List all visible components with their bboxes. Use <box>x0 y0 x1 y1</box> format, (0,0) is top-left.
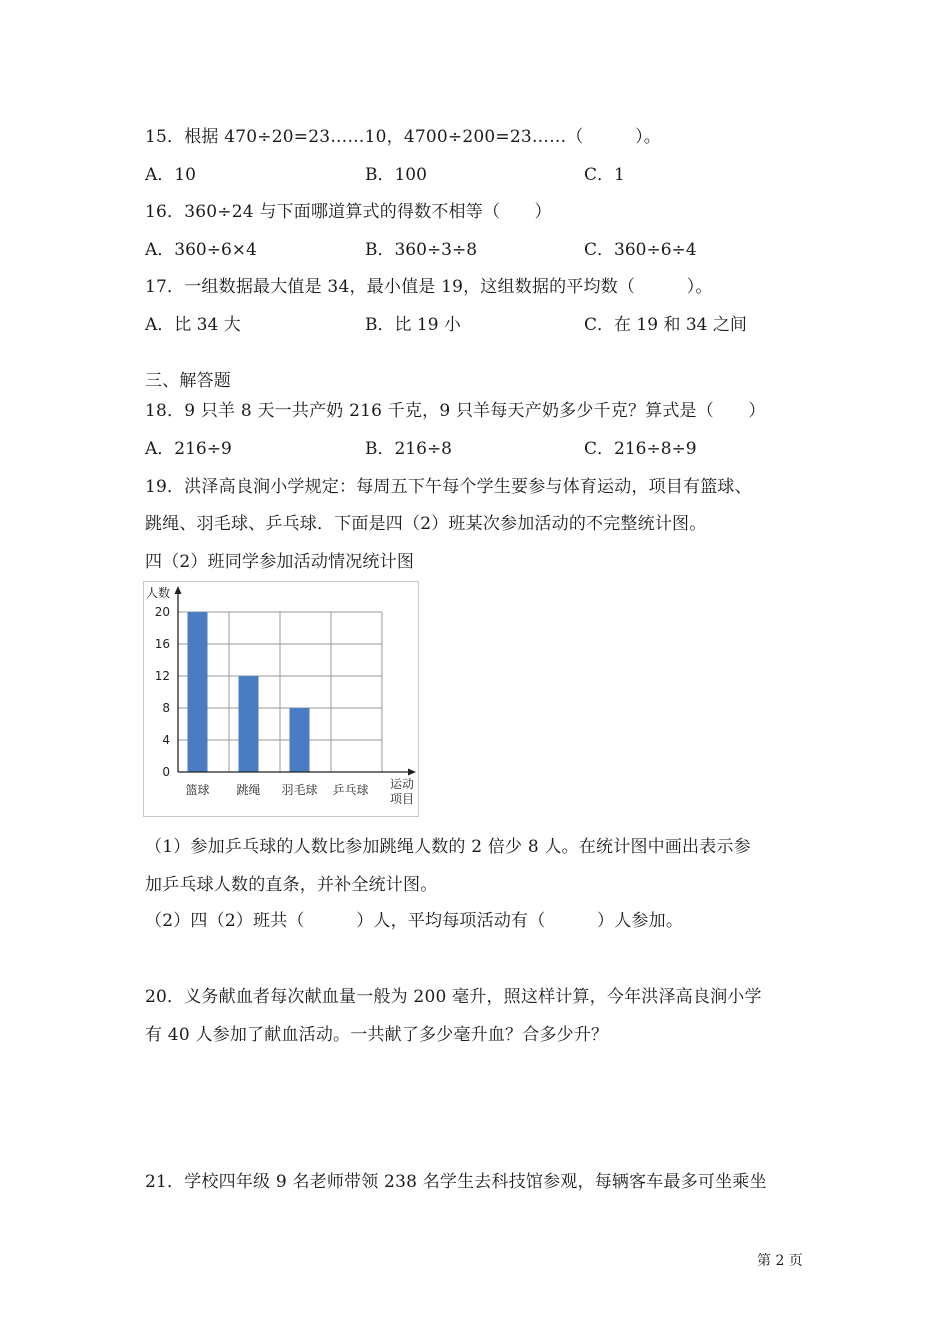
question-18-option-a[interactable]: A．216÷9 <box>145 439 232 459</box>
question-19-part-1-line-1: （1）参加乒乓球的人数比参加跳绳人数的 2 倍少 8 人。在统计图中画出表示参 <box>145 837 751 857</box>
category-label-2: 羽毛球 <box>281 783 318 797</box>
question-16-option-b[interactable]: B．360÷3÷8 <box>365 240 478 260</box>
question-15-option-c[interactable]: C．1 <box>584 165 625 185</box>
x-axis-label-line-1: 运动 <box>390 777 415 791</box>
question-20-line-1: 20．义务献血者每次献血量一般为 200 毫升，照这样计算，今年洪泽高良涧小学 <box>145 987 762 1007</box>
x-axis-label-line-2: 项目 <box>390 792 415 806</box>
chart-title: 四（2）班同学参加活动情况统计图 <box>145 552 415 572</box>
question-16-option-a[interactable]: A．360÷6×4 <box>145 240 257 260</box>
y-tick-label-8: 8 <box>162 701 170 715</box>
y-tick-label-12: 12 <box>154 669 170 683</box>
question-21-line-1: 21．学校四年级 9 名老师带领 238 名学生去科技馆参观，每辆客车最多可坐乘坐 <box>145 1172 767 1192</box>
y-tick-label-16: 16 <box>154 637 170 651</box>
bar-chart[interactable] <box>144 582 418 816</box>
page-number: 第 2 页 <box>757 1253 803 1269</box>
section-heading: 三、解答题 <box>145 371 231 391</box>
question-15-option-a[interactable]: A．10 <box>145 165 196 185</box>
question-19-part-2: （2）四（2）班共（ ）人，平均每项活动有（ ）人参加。 <box>145 911 684 931</box>
question-17-stem: 17．一组数据最大值是 34，最小值是 19，这组数据的平均数（ ）。 <box>145 277 713 297</box>
bar-1 <box>239 676 259 772</box>
y-axis-arrow <box>175 586 182 594</box>
bar-0 <box>188 612 208 772</box>
category-label-0: 篮球 <box>185 783 210 797</box>
question-16-stem: 16．360÷24 与下面哪道算式的得数不相等（ ） <box>145 202 552 222</box>
question-19-part-1-line-2: 加乒乓球人数的直条，并补全统计图。 <box>145 875 438 895</box>
question-17-option-c[interactable]: C．在 19 和 34 之间 <box>584 315 747 335</box>
category-label-3: 乒乓球 <box>332 783 369 797</box>
y-tick-label-0: 0 <box>162 765 170 779</box>
question-16-option-c[interactable]: C．360÷6÷4 <box>584 240 697 260</box>
category-label-1: 跳绳 <box>236 783 261 797</box>
question-18-option-b[interactable]: B．216÷8 <box>365 439 453 459</box>
question-18-stem: 18．9 只羊 8 天一共产奶 216 千克，9 只羊每天产奶多少千克？算式是（ ） <box>145 401 766 421</box>
bar-chart-frame <box>143 581 419 817</box>
question-19-line-1: 19．洪泽高良涧小学规定：每周五下午每个学生要参与体育运动，项目有篮球、 <box>145 477 752 497</box>
y-axis-label: 人数 <box>146 586 171 600</box>
question-19-line-2: 跳绳、羽毛球、乒乓球．下面是四（2）班某次参加活动的不完整统计图。 <box>145 514 707 534</box>
question-17-option-a[interactable]: A．比 34 大 <box>145 315 241 335</box>
y-tick-label-20: 20 <box>154 605 170 619</box>
bar-2 <box>290 708 310 772</box>
question-15-stem: 15．根据 470÷20=23……10，4700÷200=23……（ ）。 <box>145 127 661 147</box>
question-15-option-b[interactable]: B．100 <box>365 165 427 185</box>
question-18-option-c[interactable]: C．216÷8÷9 <box>584 439 697 459</box>
question-17-option-b[interactable]: B．比 19 小 <box>365 315 461 335</box>
question-20-line-2: 有 40 人参加了献血活动。一共献了多少毫升血？合多少升？ <box>145 1025 609 1045</box>
x-axis-arrow <box>408 769 416 776</box>
y-tick-label-4: 4 <box>162 733 170 747</box>
